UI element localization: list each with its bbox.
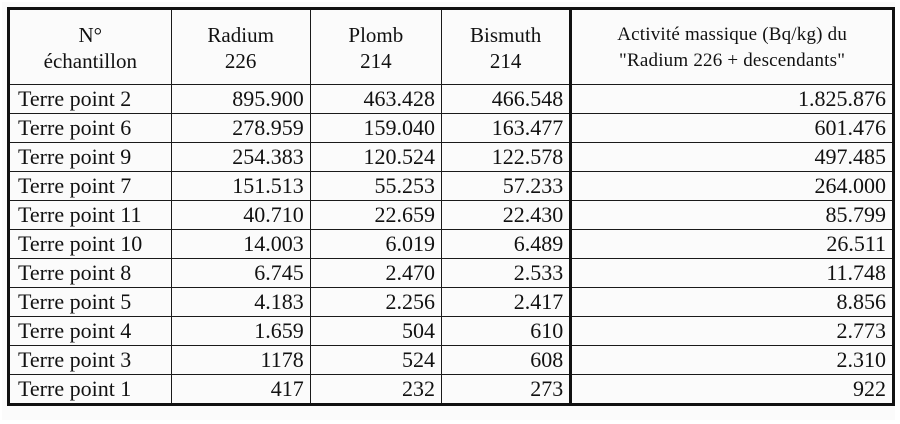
- header-activity-line2: "Radium 226 + descendants": [619, 50, 846, 71]
- radium-cell: 1.659: [171, 317, 310, 346]
- plomb-cell: 55.253: [310, 172, 441, 201]
- header-row: [9, 9, 894, 85]
- radium-cell: 6.745: [171, 259, 310, 288]
- table-row: [9, 143, 894, 172]
- radium-cell: 4.183: [171, 288, 310, 317]
- plomb-cell: 524: [310, 346, 441, 375]
- header-bismuth-line1: Bismuth: [470, 23, 542, 47]
- plomb-cell: 6.019: [310, 230, 441, 259]
- bismuth-cell: 273: [441, 375, 570, 405]
- header-sample-line1: N°: [78, 23, 103, 47]
- plomb-cell: 2.470: [310, 259, 441, 288]
- plomb-cell: 463.428: [310, 85, 441, 114]
- activity-cell: 1.825.876: [571, 85, 894, 114]
- header-plomb: [310, 9, 441, 85]
- activity-cell: 85.799: [571, 201, 894, 230]
- bismuth-cell: 2.533: [441, 259, 570, 288]
- sample-cell: Terre point 10: [9, 230, 172, 259]
- table-row: [9, 230, 894, 259]
- header-sample-line2: échantillon: [43, 49, 137, 73]
- header-plomb-line1: Plomb: [348, 23, 404, 47]
- radium-cell: 14.003: [171, 230, 310, 259]
- radium-cell: 1178: [171, 346, 310, 375]
- header-bismuth: [441, 9, 570, 85]
- sample-cell: Terre point 11: [9, 201, 172, 230]
- activity-cell: 264.000: [571, 172, 894, 201]
- header-radium-line1: Radium: [207, 23, 274, 47]
- header-plomb-line2: 214: [360, 49, 392, 73]
- activity-cell: 8.856: [571, 288, 894, 317]
- sample-cell: Terre point 6: [9, 114, 172, 143]
- table-row: [9, 201, 894, 230]
- table-row: [9, 346, 894, 375]
- activity-cell: 497.485: [571, 143, 894, 172]
- bismuth-cell: 163.477: [441, 114, 570, 143]
- sample-cell: Terre point 5: [9, 288, 172, 317]
- scanned-page: [2, 2, 895, 420]
- header-activity: [571, 9, 894, 85]
- activity-cell: 922: [571, 375, 894, 405]
- sample-cell: Terre point 1: [9, 375, 172, 405]
- activity-cell: 2.773: [571, 317, 894, 346]
- activity-cell: 11.748: [571, 259, 894, 288]
- sample-cell: Terre point 9: [9, 143, 172, 172]
- sample-cell: Terre point 4: [9, 317, 172, 346]
- table-row: [9, 172, 894, 201]
- radium-cell: 895.900: [171, 85, 310, 114]
- plomb-cell: 504: [310, 317, 441, 346]
- radioactivity-table: [7, 7, 895, 406]
- table-row: [9, 288, 894, 317]
- header-sample: [9, 9, 172, 85]
- plomb-cell: 120.524: [310, 143, 441, 172]
- bismuth-cell: 122.578: [441, 143, 570, 172]
- header-activity-line1: Activité massique (Bq/kg) du: [617, 24, 848, 45]
- radium-cell: 417: [171, 375, 310, 405]
- plomb-cell: 159.040: [310, 114, 441, 143]
- bismuth-cell: 608: [441, 346, 570, 375]
- plomb-cell: 232: [310, 375, 441, 405]
- radium-cell: 40.710: [171, 201, 310, 230]
- header-bismuth-line2: 214: [489, 49, 522, 73]
- table-row: [9, 375, 894, 405]
- sample-cell: Terre point 8: [9, 259, 172, 288]
- table-row: [9, 317, 894, 346]
- activity-cell: 2.310: [571, 346, 894, 375]
- activity-cell: 26.511: [571, 230, 894, 259]
- radium-cell: 254.383: [171, 143, 310, 172]
- radium-cell: 278.959: [171, 114, 310, 143]
- sample-cell: Terre point 7: [9, 172, 172, 201]
- sample-cell: Terre point 3: [9, 346, 172, 375]
- radium-cell: 151.513: [171, 172, 310, 201]
- bismuth-cell: 466.548: [441, 85, 570, 114]
- plomb-cell: 2.256: [310, 288, 441, 317]
- activity-cell: 601.476: [571, 114, 894, 143]
- header-radium: [171, 9, 310, 85]
- bismuth-cell: 610: [441, 317, 570, 346]
- bismuth-cell: 6.489: [441, 230, 570, 259]
- header-radium-line2: 226: [224, 49, 257, 73]
- table-row: [9, 259, 894, 288]
- bismuth-cell: 2.417: [441, 288, 570, 317]
- bismuth-cell: 57.233: [441, 172, 570, 201]
- plomb-cell: 22.659: [310, 201, 441, 230]
- sample-cell: Terre point 2: [9, 85, 172, 114]
- bismuth-cell: 22.430: [441, 201, 570, 230]
- table-row: [9, 85, 894, 114]
- table-row: [9, 114, 894, 143]
